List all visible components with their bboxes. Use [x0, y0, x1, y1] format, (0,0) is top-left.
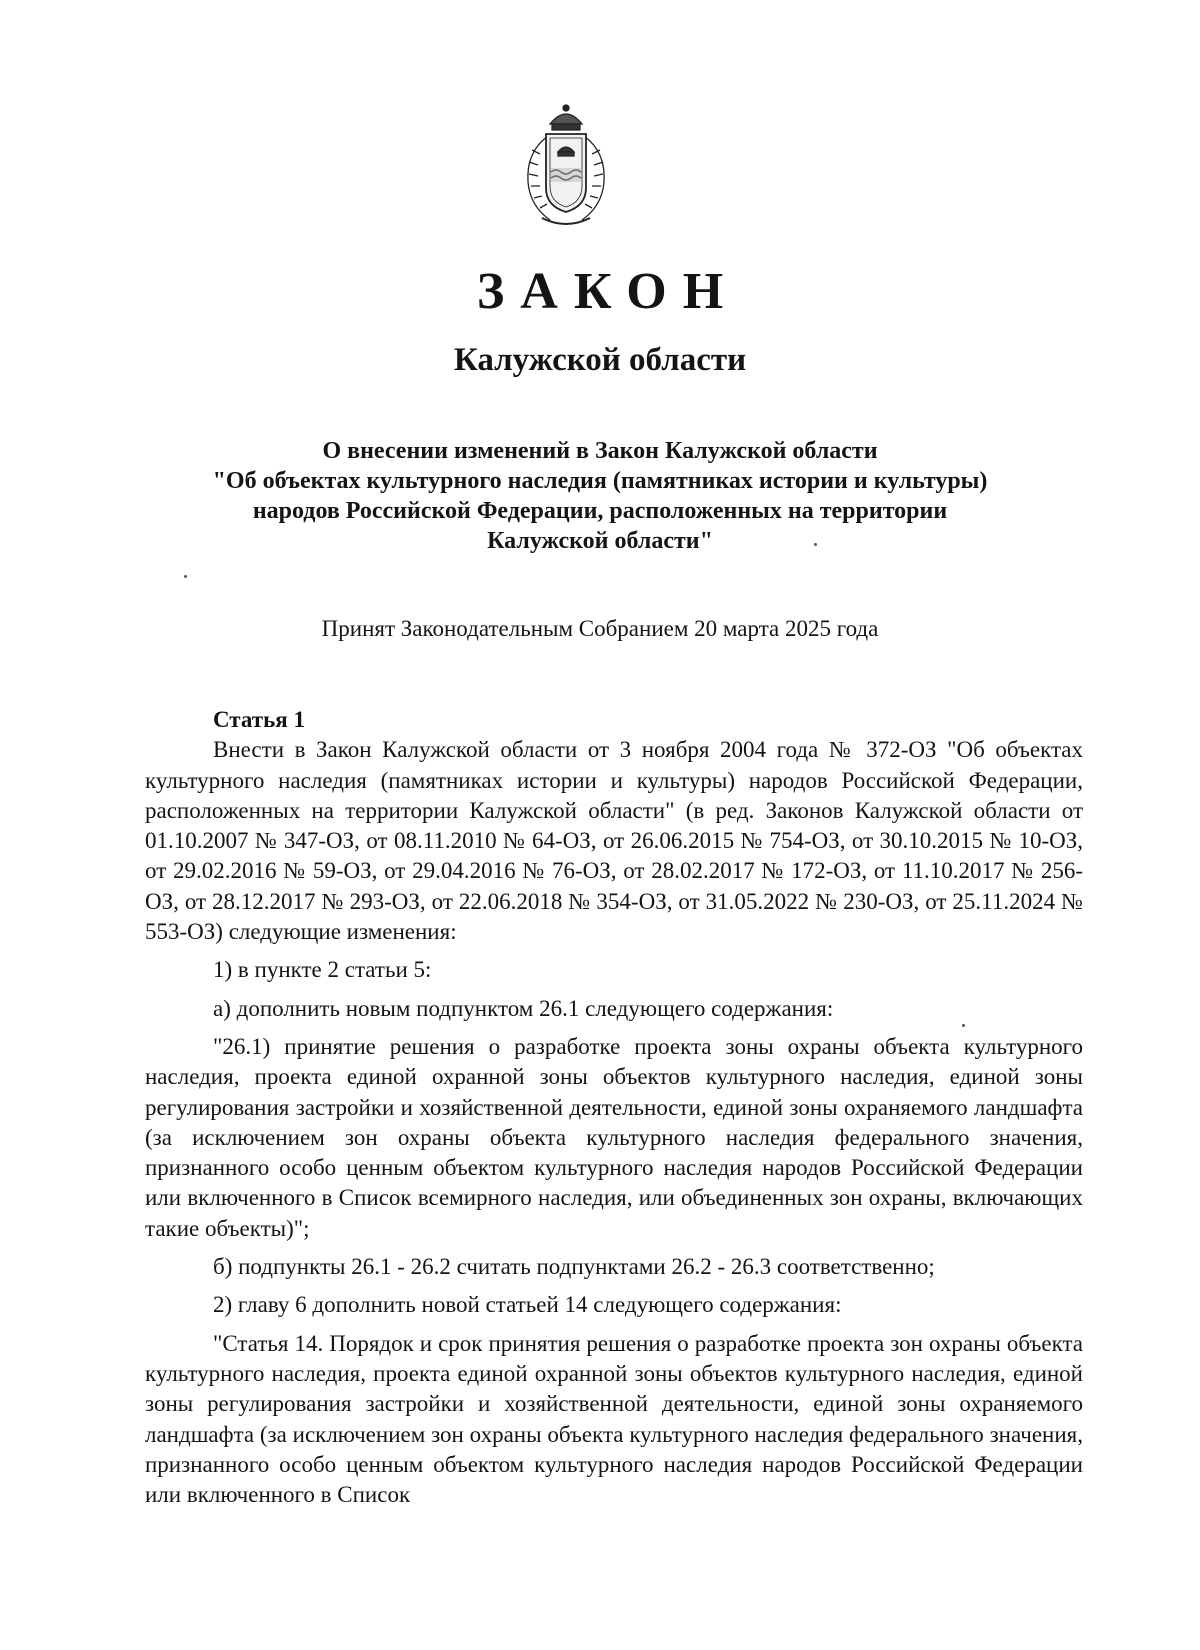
scan-speck [814, 543, 817, 546]
paragraph: 1) в пункте 2 статьи 5: [213, 957, 432, 983]
article-heading: Статья 1 [213, 707, 305, 732]
paragraph: "Статья 14. Порядок и срок принятия решения о разработке проекта зон охраны объекта культурного наследия, проекта единой охранной зоны объектов культурного наследия, единой зоны регулирования застройки и хозяйственной деятельности, единой зоны охраняемого ландшафта (за исключением зон охраны объекта культурного наследия федерального значения, признанного особо ценным объектом культурного наследия народов Российской Федерации или включенного в Список [145, 1330, 1083, 1508]
paragraph: б) подпункты 26.1 - 26.2 считать подпунктами 26.2 - 26.3 соответственно; [213, 1254, 935, 1280]
paragraph: "26.1) принятие решения о разработке проекта зоны охраны объекта культурного наследия, проекта единой охранной зоны объектов культурного наследия, единой зоны регулирования застройки и хозяйственной деятельности, единой зоны охраняемого ландшафта (за исключением зон охраны объекта культурного наследия федерального значения, признанного особо ценным объектом культурного наследия народов Российской Федерации или включенного в Список всемирного наследия, или объединенных зон охраны, включающих такие объекты)"; [145, 1033, 1083, 1241]
law-body [145, 705, 1083, 1510]
subject-line: "Об объектах культурного наследия (памятниках истории и культуры) [212, 468, 988, 494]
paragraph: 2) главу 6 дополнить новой статьей 14 следующего содержания: [213, 1292, 842, 1318]
region-title: Калужской области [453, 342, 747, 378]
adoption-line: Принят Законодательным Собранием 20 марта 2025 года [321, 616, 879, 641]
subject-line: Калужской области" [487, 528, 713, 554]
kaluga-coat-of-arms-icon [520, 102, 612, 232]
scan-speck [962, 1024, 965, 1027]
subject-line: народов Российской Федерации, расположенных на территории [252, 498, 948, 524]
scan-speck [184, 575, 187, 578]
law-subject [160, 436, 1040, 556]
law-title: ЗАКОН [476, 263, 740, 320]
subject-line: О внесении изменений в Закон Калужской области [322, 438, 878, 464]
paragraph: Внести в Закон Калужской области от 3 ноября 2004 года № 372-ОЗ "Об объектах культурного наследия (памятниках истории и культуры) народов Российской Федерации, расположенных на территории Калужской области" (в ред. Законов Калужской области от 01.10.2007 № 347-ОЗ, от 08.11.2010 № 64-ОЗ, от 26.06.2015 № 754-ОЗ, от 30.10.2015 № 10-ОЗ, от 29.02.2016 № 59-ОЗ, от 29.04.2016 № 76-ОЗ, от 28.02.2017 № 172-ОЗ, от 11.10.2017 № 256-ОЗ, от 28.12.2017 № 293-ОЗ, от 22.06.2018 № 354-ОЗ, от 31.05.2022 № 230-ОЗ, от 25.11.2024 № 553-ОЗ) следующие изменения: [145, 737, 1083, 945]
paragraph: а) дополнить новым подпунктом 26.1 следующего содержания: [213, 995, 834, 1021]
